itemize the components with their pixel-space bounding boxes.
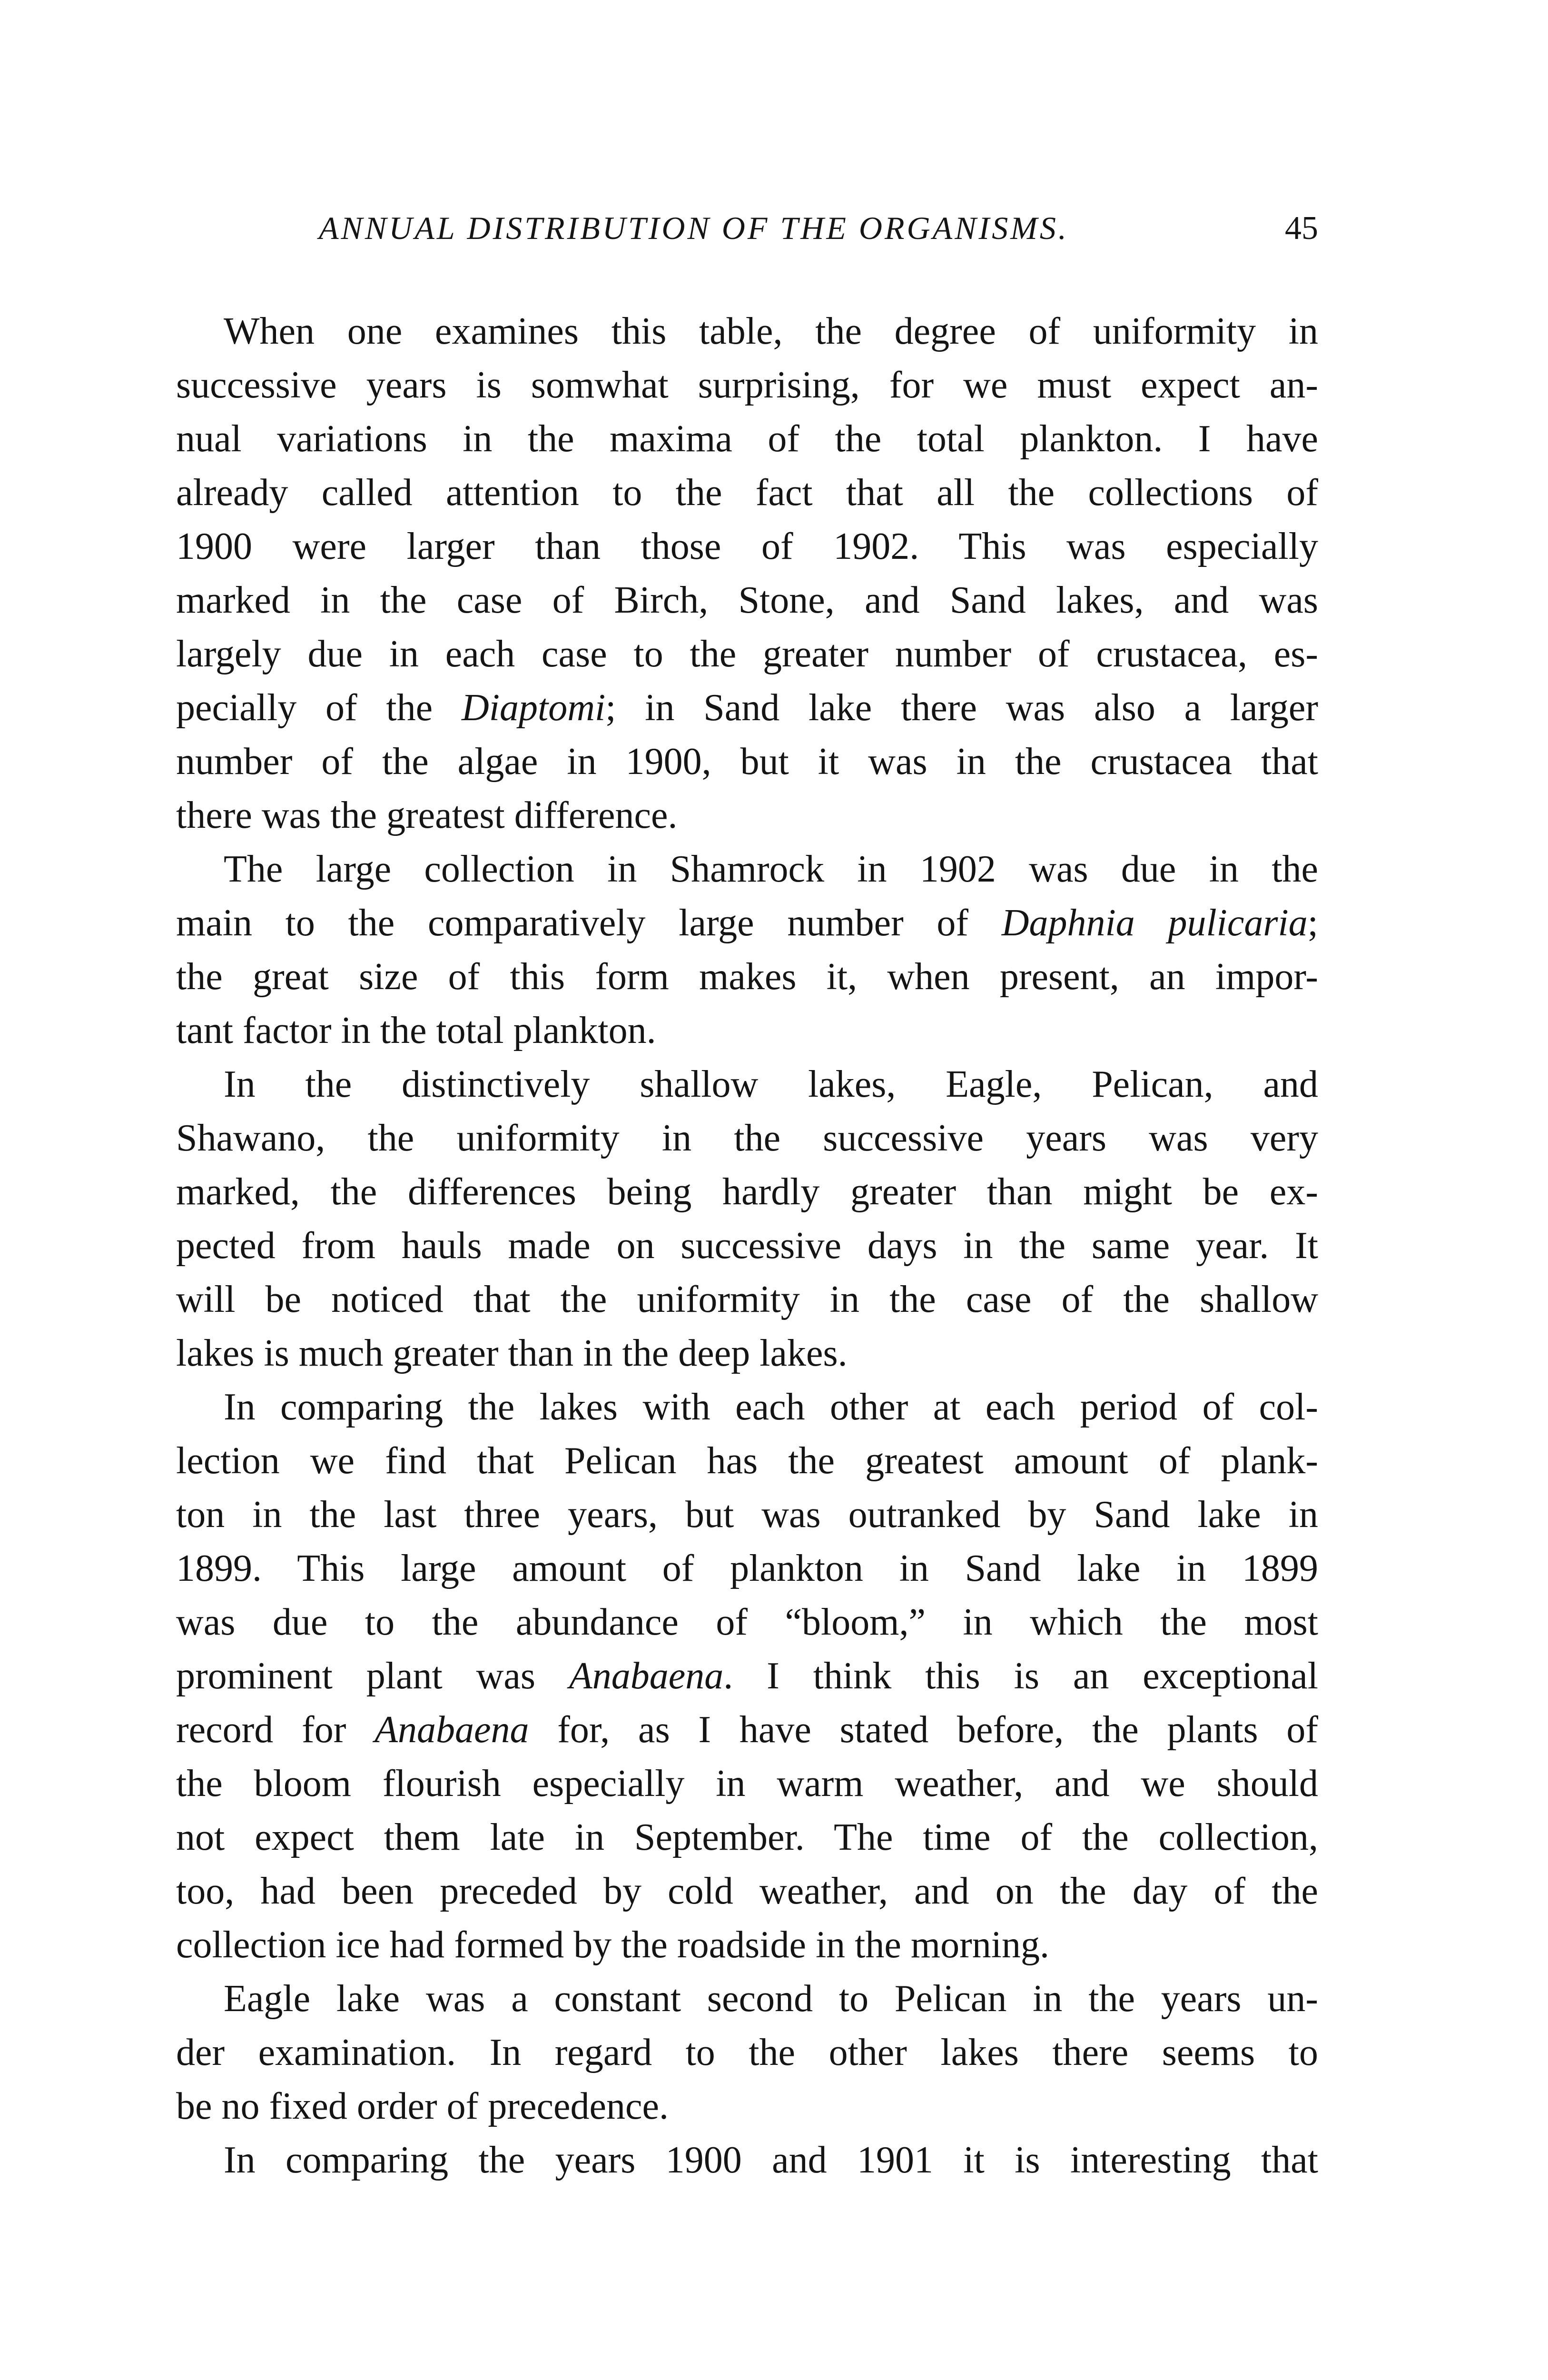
- italic-term: Anabaena: [569, 1655, 724, 1697]
- text-line: In comparing the lakes with each other at each period of col-: [224, 1386, 1318, 1428]
- text-fragment: pecially of the: [176, 687, 462, 729]
- paragraph-3: [176, 1058, 1318, 1380]
- text-line: When one examines this table, the degree of uniformity in: [224, 310, 1318, 352]
- text-line: der examination. In regard to the other lakes there seems to: [176, 2032, 1318, 2073]
- text-line: marked in the case of Birch, Stone, and Sand lakes, and was: [176, 579, 1318, 621]
- text-line: [176, 896, 1318, 950]
- paragraph-2: [176, 843, 1318, 1058]
- text-line: [176, 1703, 1318, 1757]
- page-number: 45: [1285, 210, 1318, 247]
- text-line: pected from hauls made on successive days in the same year. It: [176, 1225, 1318, 1267]
- text-fragment: prominent plant was: [176, 1655, 569, 1697]
- text-line: lakes is much greater than in the deep lakes.: [176, 1332, 848, 1374]
- text-line: In comparing the years 1900 and 1901 it is interesting that: [224, 2139, 1318, 2181]
- text-line: largely due in each case to the greater number of crustacea, es-: [176, 633, 1318, 675]
- text-line: ton in the last three years, but was outranked by Sand lake in: [176, 1494, 1318, 1536]
- text-line: 1900 were larger than those of 1902. This was especially: [176, 526, 1318, 567]
- body-text: [176, 305, 1318, 2187]
- text-fragment: record for: [176, 1709, 375, 1751]
- text-fragment: ;: [1307, 902, 1319, 944]
- text-fragment: . I think this is an exceptional: [723, 1655, 1318, 1697]
- italic-term: Daphnia pulicaria: [1001, 902, 1308, 944]
- text-line: nual variations in the maxima of the total plankton. I have: [176, 418, 1318, 460]
- text-line: tant factor in the total plankton.: [176, 1010, 656, 1051]
- paragraph-4: [176, 1380, 1318, 1972]
- text-line: will be noticed that the uniformity in the case of the shallow: [176, 1279, 1318, 1320]
- running-title: ANNUAL DISTRIBUTION OF THE ORGANISMS.: [319, 210, 1069, 246]
- text-line: not expect them late in September. The time of the collection,: [176, 1816, 1318, 1858]
- text-fragment: ; in Sand lake there was also a larger: [605, 687, 1319, 729]
- running-head: [176, 209, 1318, 262]
- italic-term: Diaptomi: [461, 687, 606, 729]
- text-line: The large collection in Shamrock in 1902 was due in the: [224, 848, 1318, 890]
- text-line: already called attention to the fact that all the collections of: [176, 472, 1318, 514]
- text-line: lection we find that Pelican has the greatest amount of plank-: [176, 1440, 1318, 1482]
- paragraph-1: [176, 305, 1318, 843]
- italic-term: Anabaena: [375, 1709, 529, 1751]
- text-line: Shawano, the uniformity in the successive years was very: [176, 1117, 1318, 1159]
- text-fragment: main to the comparatively large number of: [176, 902, 1002, 944]
- text-line: Eagle lake was a constant second to Pelican in the years un-: [224, 1978, 1318, 2020]
- text-fragment: for, as I have stated before, the plants of: [529, 1709, 1318, 1751]
- text-line: too, had been preceded by cold weather, and on the day of the: [176, 1870, 1318, 1912]
- text-line: the bloom flourish especially in warm weather, and we should: [176, 1763, 1318, 1805]
- text-line: be no fixed order of precedence.: [176, 2085, 669, 2127]
- text-line: 1899. This large amount of plankton in Sand lake in 1899: [176, 1547, 1318, 1589]
- text-line: [176, 1649, 1318, 1703]
- text-line: number of the algae in 1900, but it was in the crustacea that: [176, 741, 1318, 783]
- text-line: there was the greatest difference.: [176, 794, 678, 836]
- paragraph-6: [176, 2133, 1318, 2187]
- text-line: the great size of this form makes it, when present, an impor-: [176, 956, 1318, 998]
- text-line: marked, the differences being hardly greater than might be ex-: [176, 1171, 1318, 1213]
- text-line: [176, 681, 1318, 735]
- text-line: successive years is somwhat surprising, for we must expect an-: [176, 364, 1318, 406]
- paragraph-5: [176, 1972, 1318, 2133]
- text-line: was due to the abundance of “bloom,” in which the most: [176, 1601, 1318, 1643]
- text-line: In the distinctively shallow lakes, Eagle, Pelican, and: [224, 1063, 1318, 1105]
- text-line: collection ice had formed by the roadside in the morning.: [176, 1924, 1049, 1966]
